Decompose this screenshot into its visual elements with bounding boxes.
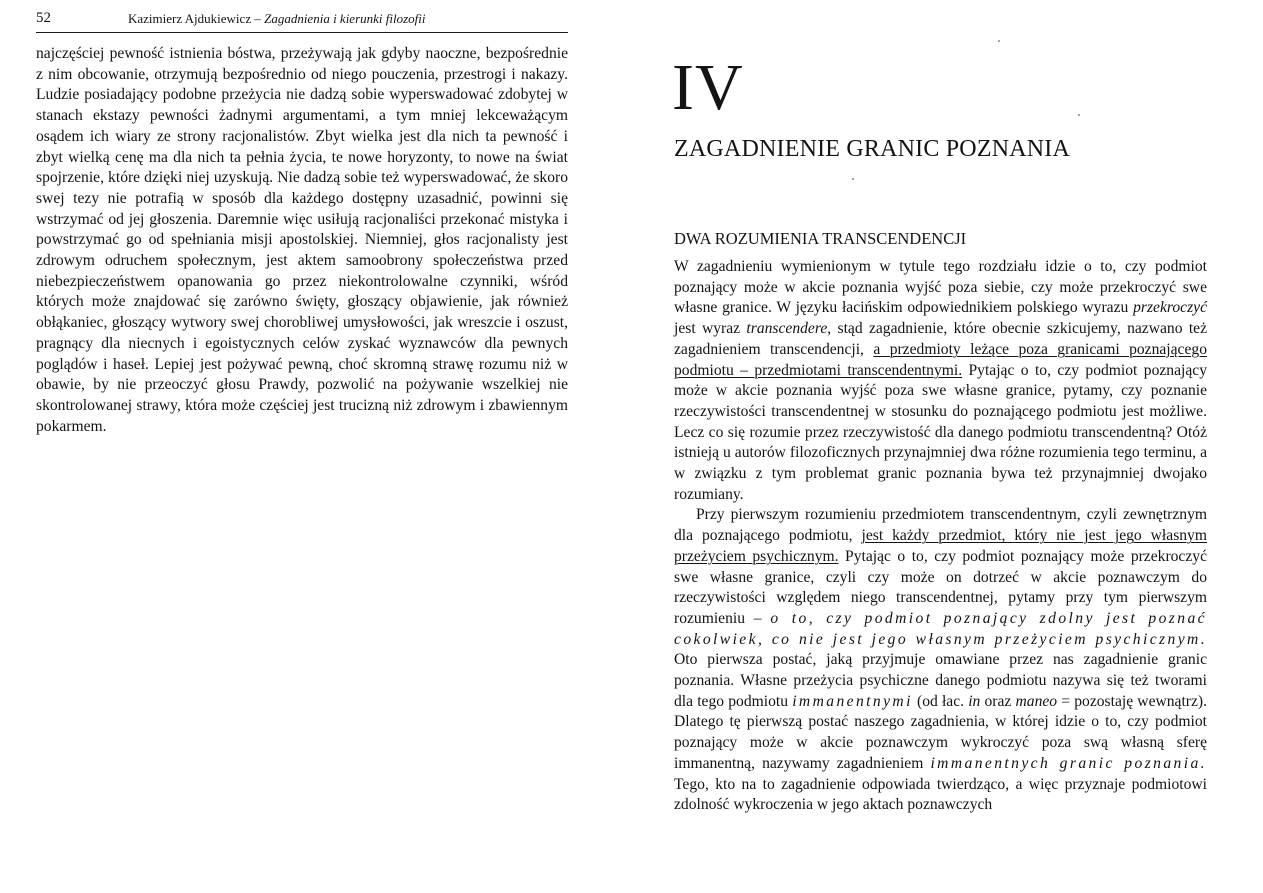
text-run: Pytając o to, czy podmiot poznający może przekroczyć swe własne granice, czyli czy może on dotrzeć w akcie poznawczym do rzeczywistości względem niego transcendentnej, pytamy przy tym pierwszym rozumieniu – bbox=[674, 547, 1207, 627]
running-head-book-title: Zagadnienia i kierunki filozofii bbox=[264, 11, 426, 26]
left-paragraph: najczęściej pewność istnienia bóstwa, przeżywają jak gdyby naoczne, bezpośrednie z nim obcowanie, otrzymują bezpośrednio od niego pouczenia, przestrogi i nakazy. Ludzie posiadający podobne przeżycia nie dadzą sobie wyperswadować zdobytej w stanach ekstazy pewności żadnymi argumentami, a tym mniej lekceważącym osądem ich wiary ze strony racjonalistów. Zbyt wielka jest dla nich ta pewność i zbyt wielką cenę ma dla nich ta pełnia życia, te nowe horyzonty, to nowe na świat spojrzenie, które dzięki niej uzyskują. Nie dadzą sobie też wyperswadować, że skoro swej tezy nie potrafią w sposób dla każdego dostępny uzasadnić, powinni się wstrzymać od jej głoszenia. Daremnie więc usiłują racjonaliści przekonać mistyka i powstrzymać go od spełniania misji apostolskiej. Niemniej, głos racjonalisty jest zdrowym odruchem społecznym, jest aktem samoobrony społeczeństwa przed niebezpieczeństwem opanowania go przez niekontrolowalne czynniki, wśród których może znajdować się zarówno święty, głoszący objawienie, jak również obłąkaniec, głoszący wytwory swej chorobliwej umysłowości, jak wreszcie i oszust, pragnący dla niecnych i egoistycznych celów zyskać wyznawców dla pewnych poglądów i haseł. Lepiej jest pożywać pewną, choć skromną strawę rozumu niż w obawie, by nie przeoczyć głosu Prawdy, pozwolić na pożywanie wszelkiej nie skontrolowanej strawy, która może częściej jest trucizną niż zdrowym i zbawiennym pokarmem. bbox=[36, 45, 568, 435]
underlined-definition: jest każdy przedmiot, który nie jest jego własnym przeżyciem psychicznym. bbox=[674, 527, 1207, 565]
text-run: W zagadnieniu wymienionym w tytule tego rozdziału idzie o to, czy podmiot poznający może w akcie poznania wyjść poza siebie, czy może przekroczyć swe własne granice. W języku łacińskim odpowiednikiem polskiego wyrazu bbox=[674, 258, 1207, 317]
text-run: Oto pierwsza postać, jaką przyjmuje omawiane przez nas zagadnienie granic poznania. Własne przeżycia psychiczne danego podmiotu nazywa się też tworami dla tego podmiotu bbox=[674, 651, 1207, 710]
text-run: jest wyraz bbox=[674, 320, 747, 338]
paragraph-2 bbox=[674, 505, 1207, 816]
running-head bbox=[36, 8, 568, 33]
text-run: oraz bbox=[980, 692, 1016, 710]
running-head-title bbox=[128, 9, 426, 29]
text-run: , stąd zagadnienie, które obecnie szkicujemy, nazwano też zagadnieniem transcendencji, bbox=[674, 320, 1207, 358]
spaced-emphasis: o to, czy podmiot poznający zdolny jest poznać cokolwiek, co nie jest jego własnym przeżyciem psychicznym. bbox=[674, 609, 1207, 648]
spaced-emphasis: immanentnych granic poznania. bbox=[930, 754, 1207, 772]
scan-speck bbox=[1078, 114, 1080, 116]
left-text-column bbox=[36, 44, 568, 437]
italic-term: in bbox=[968, 692, 981, 710]
right-page bbox=[640, 0, 1263, 893]
scan-speck bbox=[998, 40, 1000, 42]
section-heading: DWA ROZUMIENIA TRANSCENDENCJI bbox=[674, 229, 967, 248]
underlined-definition: a przedmioty leżące poza granicami poznającego podmiotu – przedmiotami transcendentnymi. bbox=[674, 340, 1207, 379]
text-run: = pozostaję wewnątrz). Dlatego tę pierwszą postać naszego zagadnienia, w której idzie o to, czy podmiot poznający może w akcie poznawczym wykroczyć poza swą własną sferę immanentną, nazywamy zagadnieniem bbox=[674, 692, 1208, 772]
running-head-author: Kazimierz Ajdukiewicz – bbox=[128, 11, 265, 26]
text-run: (od łac. bbox=[912, 692, 969, 710]
page-number: 52 bbox=[36, 10, 51, 26]
chapter-title: ZAGADNIENIE GRANIC POZNANIA bbox=[674, 136, 1071, 162]
left-page bbox=[0, 0, 620, 893]
right-text-column bbox=[674, 257, 1207, 816]
paragraph-1 bbox=[674, 257, 1207, 505]
text-run: Pytając o to, czy podmiot poznający może w akcie poznania wyjść poza swe własne granice, pytamy, czy poznanie rzeczywistości transcendentnej w stosunku do poznającego podmiotu jest możliwe. Lecz co się rozumie przez rzeczywistość dla danego podmiotu transcendentną? Otóż istnieją u autorów filozoficznych przynajmniej dwa różne rozumienia tego terminu, a w związku z tym problemat granic poznania bywa też przynajmniej dwojako rozumiany. bbox=[674, 361, 1207, 503]
italic-term: przekroczyć bbox=[1133, 299, 1207, 317]
chapter-number: IV bbox=[672, 51, 744, 124]
italic-term: maneo bbox=[1015, 692, 1058, 710]
scan-speck bbox=[852, 178, 854, 180]
italic-term: transcendere bbox=[746, 320, 828, 338]
text-run: Tego, kto na to zagadnienie odpowiada twierdząco, a więc przyznaje podmiotowi zdolność wykroczenia w jego aktach poznawczych bbox=[674, 775, 1207, 814]
text-run: Przy pierwszym rozumieniu przedmiotem transcendentnym, czyli zewnętrznym dla poznającego podmiotu, bbox=[674, 506, 1207, 545]
spaced-emphasis: immanentnymi bbox=[792, 692, 913, 710]
